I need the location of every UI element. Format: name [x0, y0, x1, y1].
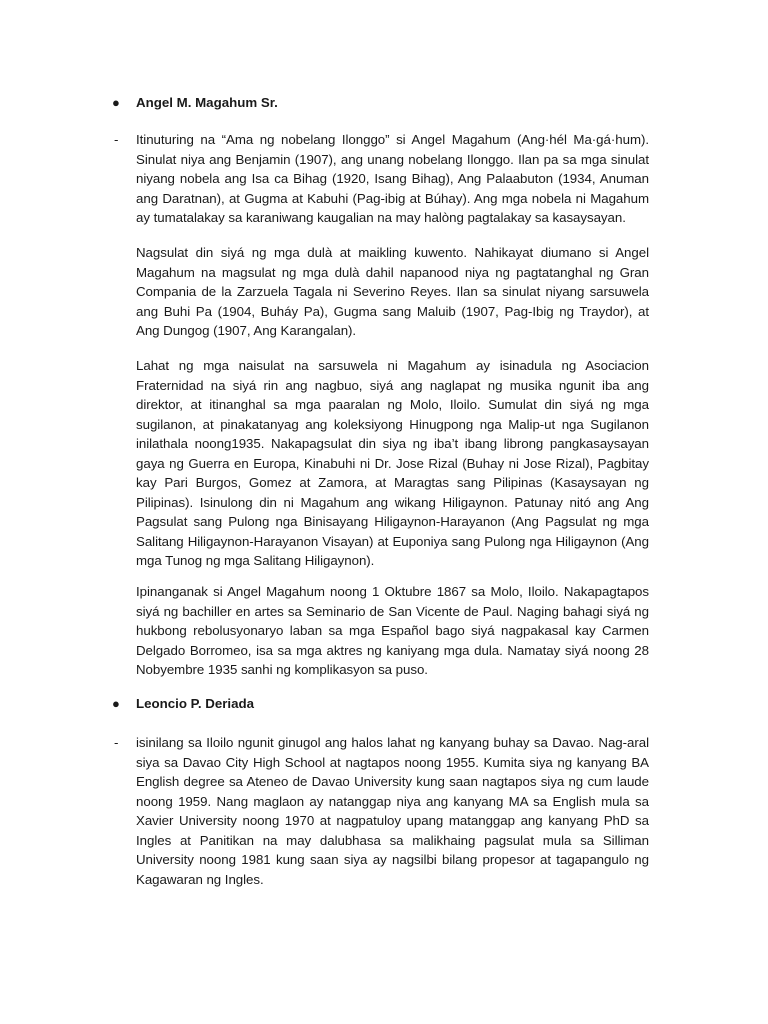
- section-title: Leoncio P. Deriada: [136, 696, 254, 711]
- paragraph: Nagsulat din siyá ng mga dulà at maikling kuwento. Nahikayat diumano si Angel Magahum na magsulat ng mga dulà dahil napanood niya ng pagtatanghal ng Gran Compania de la Zarzuela Tagala ni Severino Reyes. Ilan sa sinulat niyang sarsuwela ang Buhi Pa (1904, Buháy Pa), Gugma sang Maluib (1907, Pag-Ibig ng Traydor), at Ang Dungog (1907, Ang Karangalan).: [136, 245, 649, 338]
- paragraph: isinilang sa Iloilo ngunit ginugol ang halos lahat ng kanyang buhay sa Davao. Nag-aral siya sa Davao City High School at nagtapos noong 1955. Kumita siya ng kanyang BA English degree sa Ateneo de Davao University kung saan nagtapos siya ng cum laude noong 1959. Nang maglaon ay natanggap niya ang kanyang MA sa English mula sa Xavier University noong 1970 at nagpatuloy upang matanggap ang kanyang PhD sa Ingles at Panitikan na may dalubhasa sa malikhaing pagsulat mula sa Silliman University noong 1981 kung saan siya ay nagsilbi bilang propesor at tagapangulo ng Kagawaran ng Ingles.: [136, 735, 649, 887]
- dash-marker: -: [114, 132, 119, 147]
- dash-marker: -: [114, 735, 119, 750]
- section-title: Angel M. Magahum Sr.: [136, 95, 278, 110]
- paragraph: Lahat ng mga naisulat na sarsuwela ni Magahum ay isinadula ng Asociacion Fraternidad na siyá rin ang nagbuo, siyá ang naglapat ng musika ngunit iba ang direktor, at itinanghal sa mga paaralan ng Molo, Iloilo. Sumulat din siyá ng mga sugilanon, at pinakatanyag ang koleksiyong Hinugpong nga Malip-ut nga Sugilanon inilathala noong1935. Nakapagsulat din siya ng iba’t ibang librong pangkasaysayan gaya ng Guerra en Europa, Kinabuhi ni Dr. Jose Rizal (Buhay ni Jose Rizal), Pagbitay kay Pari Burgos, Gomez at Zamora, at Maragtas sang Pilipinas (Kasaysayan ng Pilipinas). Isinulong din ni Magahum ang wikang Hiligaynon. Patunay nitó ang Ang Pagsulat sang Pulong nga Binisayang Hiligaynon-Harayanon (Ang Pagsulat ng mga Salitang Hiligaynon-Harayanon Visayan) at Euponiya sang Pulong nga Hiligaynon (Ang mga Tunog ng mga Salitang Hiligaynon).: [136, 358, 649, 568]
- bullet-icon: ●: [112, 95, 120, 110]
- bullet-icon: ●: [112, 696, 120, 711]
- paragraph: Ipinanganak si Angel Magahum noong 1 Oktubre 1867 sa Molo, Iloilo. Nakapagtapos siyá ng bachiller en artes sa Seminario de San Vicente de Paul. Naging bahagi siyá ng hukbong rebolusyonaryo laban sa mga Español bago siyá nagpakasal kay Carmen Delgado Borromeo, isa sa mga aktres ng kaniyang mga dula. Namatay siyá noong 28 Nobyembre 1935 sanhi ng komplikasyon sa puso.: [136, 584, 649, 677]
- paragraph: Itinuturing na “Ama ng nobelang Ilonggo” si Angel Magahum (Ang·hél Ma·gá·hum). Sinulat niya ang Benjamin (1907), ang unang nobelang Ilonggo. Ilan pa sa mga sinulat niyang nobela ang Isa ca Bihag (1920, Isang Bihag), Ang Palaabuton (1934, Anuman ang Daratnan), at Gugma at Kabuhi (Pag-ibig at Búhay). Ang mga nobela ni Magahum ay tumatalakay sa karaniwang kaugalian na may halòng pagtalakay sa kasaysayan.: [136, 132, 649, 225]
